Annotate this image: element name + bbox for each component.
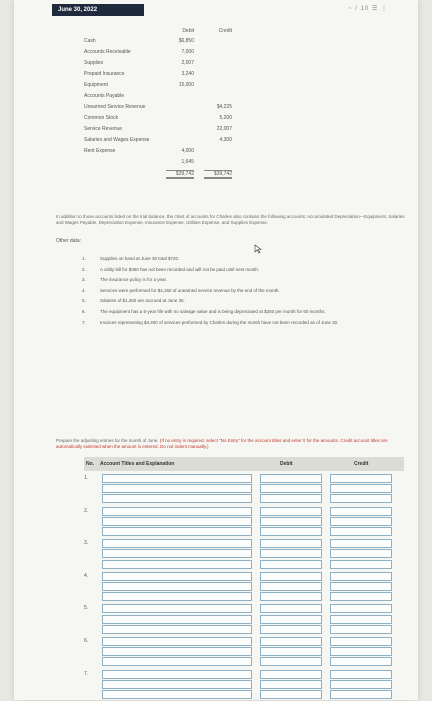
debit-field[interactable] bbox=[260, 690, 322, 699]
credit-field[interactable] bbox=[330, 657, 392, 666]
item-text: Supplies on hand at June 30 total $720. bbox=[100, 256, 180, 261]
other-data-item bbox=[82, 254, 422, 265]
item-number: 5. bbox=[82, 298, 86, 304]
debit-field[interactable] bbox=[260, 680, 322, 689]
credit-field[interactable] bbox=[330, 690, 392, 699]
item-number: 7. bbox=[82, 319, 86, 325]
credit-field[interactable] bbox=[330, 549, 392, 558]
trial-balance-name: Prepaid Insurance bbox=[84, 71, 125, 77]
account-title-field[interactable] bbox=[102, 494, 252, 503]
trial-balance-row bbox=[84, 102, 252, 113]
entry-number: 7. bbox=[84, 670, 89, 677]
account-title-field[interactable] bbox=[102, 527, 252, 536]
trial-balance-row bbox=[84, 36, 252, 47]
credit-field[interactable] bbox=[330, 494, 392, 503]
col-credit: Credit bbox=[354, 461, 369, 467]
debit-field[interactable] bbox=[260, 539, 322, 548]
account-title-field[interactable] bbox=[102, 539, 252, 548]
other-data-item bbox=[82, 265, 422, 276]
total-debit: $39,742 bbox=[166, 170, 194, 179]
other-data-label: Other data: bbox=[56, 238, 82, 244]
other-data-list bbox=[82, 254, 422, 328]
entry-number: 2. bbox=[84, 507, 89, 514]
instructions-main: Prepare the adjusting entries for the month of June. bbox=[56, 438, 159, 443]
debit-header: Debit bbox=[182, 28, 194, 34]
journal-header-row bbox=[84, 457, 404, 471]
account-title-field[interactable] bbox=[102, 484, 252, 493]
credit-field[interactable] bbox=[330, 507, 392, 516]
account-title-field[interactable] bbox=[102, 549, 252, 558]
account-title-field[interactable] bbox=[102, 637, 252, 646]
debit-field[interactable] bbox=[260, 637, 322, 646]
journal-line bbox=[84, 493, 404, 505]
item-text: Services were performed for $4,160 of unearned service revenue by the end of the month. bbox=[100, 287, 280, 293]
trial-balance-name: Equipment bbox=[84, 82, 108, 88]
trial-balance-row bbox=[84, 80, 252, 91]
account-title-field[interactable] bbox=[102, 474, 252, 483]
additional-accounts-text: In addition to those accounts listed on the trial balance, the chart of accounts for Charles also contains the following accounts: Accumulated Depreciation—Equipment, Salaries and Wages Payable, Depreciation Expense, Insurance Expense, Utilities Expense, and Supplies Expense. bbox=[56, 214, 405, 225]
journal-entry-table bbox=[84, 457, 404, 695]
account-title-field[interactable] bbox=[102, 657, 252, 666]
col-debit: Debit bbox=[280, 461, 293, 467]
credit-field[interactable] bbox=[330, 647, 392, 656]
trial-balance-debit: 7,000 bbox=[181, 49, 194, 55]
debit-field[interactable] bbox=[260, 527, 322, 536]
credit-field[interactable] bbox=[330, 680, 392, 689]
item-number: 4. bbox=[82, 287, 86, 293]
trial-balance-name: Salaries and Wages Expense bbox=[84, 137, 150, 143]
credit-field[interactable] bbox=[330, 517, 392, 526]
credit-field[interactable] bbox=[330, 592, 392, 601]
trial-balance-credit: $4,225 bbox=[216, 104, 232, 110]
account-title-field[interactable] bbox=[102, 690, 252, 699]
col-no: No. bbox=[86, 461, 95, 467]
debit-field[interactable] bbox=[260, 560, 322, 569]
debit-field[interactable] bbox=[260, 484, 322, 493]
mouse-pointer-icon bbox=[254, 244, 264, 254]
account-title-field[interactable] bbox=[102, 592, 252, 601]
trial-balance-row bbox=[84, 113, 252, 124]
debit-field[interactable] bbox=[260, 592, 322, 601]
trial-balance-name: Accounts Receivable bbox=[84, 49, 131, 55]
credit-field[interactable] bbox=[330, 582, 392, 591]
journal-line bbox=[84, 526, 404, 538]
journal-line bbox=[84, 624, 404, 636]
trial-balance-row bbox=[84, 91, 252, 102]
trial-balance bbox=[84, 26, 252, 179]
account-title-field[interactable] bbox=[102, 625, 252, 634]
trial-balance-credit: 22,007 bbox=[216, 126, 232, 132]
trial-balance-row bbox=[84, 69, 252, 80]
trial-balance-name: Cash bbox=[84, 38, 96, 44]
account-title-field[interactable] bbox=[102, 560, 252, 569]
other-data-item bbox=[82, 296, 422, 307]
item-number: 6. bbox=[82, 308, 86, 314]
item-text: The equipment has a 5-year life with no salvage value and is being depreciated at $250 per month for 60 months. bbox=[100, 308, 326, 314]
credit-field[interactable] bbox=[330, 625, 392, 634]
trial-balance-row bbox=[84, 157, 252, 168]
credit-field[interactable] bbox=[330, 527, 392, 536]
item-text: Salaries of $1,260 are accrued at June 30. bbox=[100, 298, 185, 304]
journal-line bbox=[84, 559, 404, 571]
col-account: Account Titles and Explanation bbox=[100, 461, 175, 467]
trial-balance-row bbox=[84, 146, 252, 157]
account-title-field[interactable] bbox=[102, 647, 252, 656]
trial-balance-name: Unearned Service Revenue bbox=[84, 104, 146, 110]
credit-field[interactable] bbox=[330, 560, 392, 569]
trial-balance-debit: $6,850 bbox=[178, 38, 194, 44]
credit-field[interactable] bbox=[330, 615, 392, 624]
item-number: 1. bbox=[82, 256, 86, 261]
date-header: June 30, 2022 bbox=[52, 4, 144, 16]
instructions-note: (If no entry is required, select "No Entry" for the account titles and enter 0 for the amounts. Credit account titles are automatically indented when the amount is entered. Do not indent manually.) bbox=[56, 438, 388, 449]
journal-line bbox=[84, 656, 404, 668]
trial-balance-debit: 3,240 bbox=[181, 71, 194, 77]
trial-balance-debit: 4,000 bbox=[181, 148, 194, 154]
item-text: A utility bill for $350 has not been recorded and will not be paid until next month. bbox=[100, 266, 260, 272]
item-text: The insurance policy is for a year. bbox=[100, 277, 168, 283]
instructions bbox=[56, 438, 406, 450]
credit-field[interactable] bbox=[330, 604, 392, 613]
account-title-field[interactable] bbox=[102, 582, 252, 591]
trial-balance-credit: 4,300 bbox=[219, 137, 232, 143]
entry-number: 3. bbox=[84, 540, 89, 547]
debit-field[interactable] bbox=[260, 670, 322, 679]
credit-field[interactable] bbox=[330, 670, 392, 679]
journal-line bbox=[84, 689, 404, 701]
item-text: Invoices representing $4,400 of services performed by Charles during the month have not been recorded as of June 30. bbox=[100, 319, 339, 325]
trial-balance-credit: 5,200 bbox=[219, 115, 232, 121]
trial-balance-debit: 15,000 bbox=[178, 82, 194, 88]
debit-field[interactable] bbox=[260, 657, 322, 666]
trial-balance-row bbox=[84, 135, 252, 146]
other-data-item bbox=[82, 307, 422, 318]
trial-balance-name: Supplies bbox=[84, 60, 104, 66]
trial-balance-name: Rent Expense bbox=[84, 148, 116, 154]
other-data-item bbox=[82, 318, 422, 329]
trial-balance-debit: 2,007 bbox=[181, 60, 194, 66]
total-credit: $39,742 bbox=[204, 170, 232, 179]
debit-field[interactable] bbox=[260, 582, 322, 591]
debit-field[interactable] bbox=[260, 474, 322, 483]
worksheet-page bbox=[14, 0, 418, 700]
debit-field[interactable] bbox=[260, 494, 322, 503]
other-data-item bbox=[82, 286, 422, 297]
account-title-field[interactable] bbox=[102, 604, 252, 613]
debit-field[interactable] bbox=[260, 647, 322, 656]
item-number: 3. bbox=[82, 277, 86, 283]
trial-balance-row bbox=[84, 47, 252, 58]
account-title-field[interactable] bbox=[102, 680, 252, 689]
account-title-field[interactable] bbox=[102, 615, 252, 624]
account-title-field[interactable] bbox=[102, 572, 252, 581]
debit-field[interactable] bbox=[260, 549, 322, 558]
credit-header: Credit bbox=[218, 28, 232, 34]
trial-balance-name: Common Stock bbox=[84, 115, 119, 121]
credit-field[interactable] bbox=[330, 637, 392, 646]
trial-balance-row bbox=[84, 124, 252, 135]
journal-body bbox=[84, 473, 404, 695]
credit-field[interactable] bbox=[330, 484, 392, 493]
debit-field[interactable] bbox=[260, 572, 322, 581]
trial-balance-debit: 1,645 bbox=[181, 159, 194, 165]
credit-field[interactable] bbox=[330, 572, 392, 581]
trial-balance-name: Service Revenue bbox=[84, 126, 123, 132]
debit-field[interactable] bbox=[260, 507, 322, 516]
account-title-field[interactable] bbox=[102, 517, 252, 526]
journal-line bbox=[84, 591, 404, 603]
entry-number: 5. bbox=[84, 605, 89, 612]
pager-controls[interactable]: ~ / 10 ☰ ⋮ bbox=[348, 6, 388, 12]
trial-balance-row bbox=[84, 58, 252, 69]
trial-balance-total-row bbox=[84, 168, 252, 179]
entry-number: 6. bbox=[84, 638, 89, 644]
other-data-item bbox=[82, 275, 422, 286]
account-title-field[interactable] bbox=[102, 670, 252, 679]
item-number: 2. bbox=[82, 266, 86, 272]
debit-field[interactable] bbox=[260, 604, 322, 613]
credit-field[interactable] bbox=[330, 474, 392, 483]
entry-number: 4. bbox=[84, 572, 89, 579]
debit-field[interactable] bbox=[260, 517, 322, 526]
debit-field[interactable] bbox=[260, 625, 322, 634]
trial-balance-name: Accounts Payable bbox=[84, 93, 125, 99]
entry-number: 1. bbox=[84, 475, 89, 481]
credit-field[interactable] bbox=[330, 539, 392, 548]
debit-field[interactable] bbox=[260, 615, 322, 624]
account-title-field[interactable] bbox=[102, 507, 252, 516]
